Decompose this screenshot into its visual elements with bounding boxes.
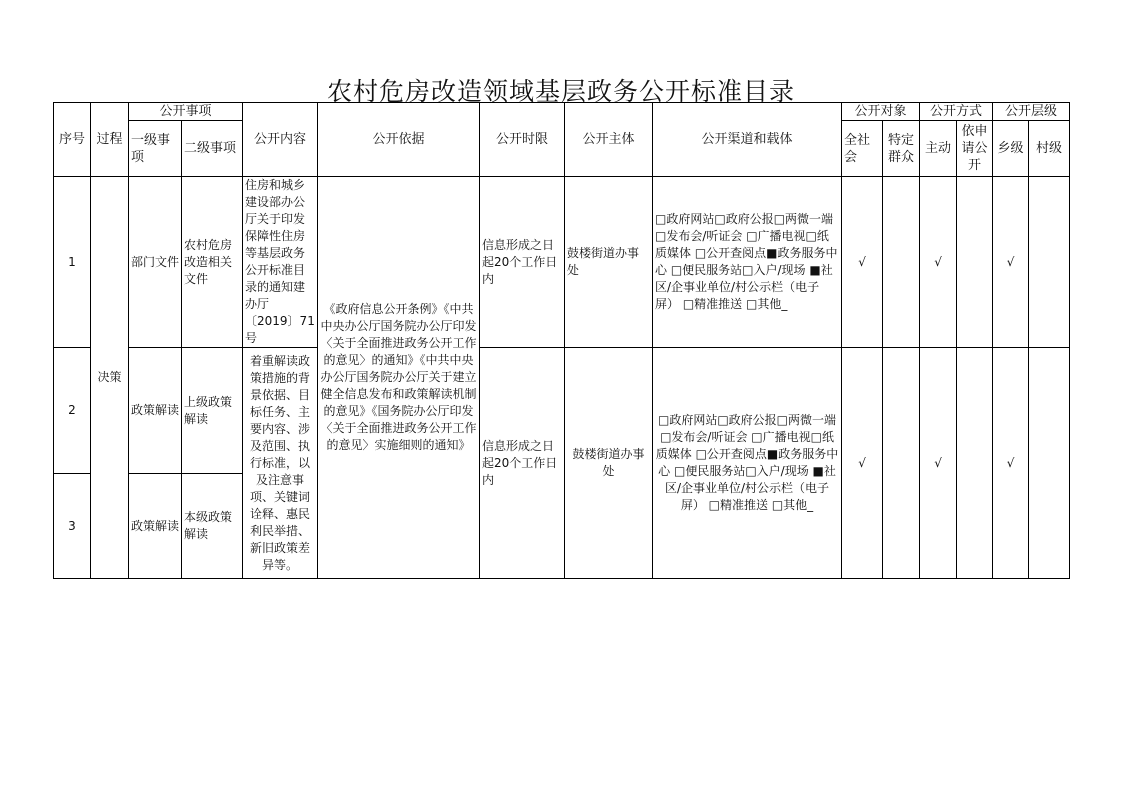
shixian-cell: 信息形成之日起20个工作日内: [480, 348, 565, 579]
neirong-cell: 着重解读政策措施的背景依据、目标任务、主要内容、涉及范围、执行标准，以及注意事项、关键词诠释、惠民利民举措、新旧政策差异等。: [243, 348, 318, 579]
header-cengji: 公开层级: [993, 103, 1070, 121]
table-row: [54, 348, 1070, 474]
catalog-table: [53, 102, 1070, 579]
zhudong-check: √: [920, 177, 957, 348]
page-title: 农村危房改造领域基层政务公开标准目录: [326, 77, 795, 106]
erji-cell: 农村危房改造相关文件: [182, 177, 243, 348]
header-yiji: 一级事项: [129, 121, 182, 177]
header-gongkai-shixiang: 公开事项: [129, 103, 243, 121]
xiangji-check: √: [993, 348, 1029, 579]
header-yishenqing: 依申请公开: [957, 121, 993, 177]
teding-check: [883, 348, 920, 579]
row-no: 2: [54, 348, 91, 474]
yishenqing-check: [957, 177, 993, 348]
table-row: [54, 177, 1070, 348]
header-fangshi: 公开方式: [920, 103, 993, 121]
header-shixian: 公开时限: [480, 103, 565, 177]
shixian-cell: 信息形成之日起20个工作日内: [480, 177, 565, 348]
zhuti-cell: 鼓楼街道办事处: [565, 348, 653, 579]
neirong-cell: 住房和城乡建设部办公厅关于印发保障性住房等基层政务公开标准目录的通知建办厅〔2019〕71号: [243, 177, 318, 348]
header-qudao: 公开渠道和载体: [653, 103, 842, 177]
erji-cell: 本级政策解读: [182, 474, 243, 579]
header-neirong: 公开内容: [243, 103, 318, 177]
header-yiju: 公开依据: [318, 103, 480, 177]
zhudong-check: √: [920, 348, 957, 579]
yiju-cell: 《政府信息公开条例》《中共中央办公厅国务院办公厅印发〈关于全面推进政务公开工作的意见〉的通知》《中共中央办公厅国务院办公厅关于建立健全信息发布和政策解读机制的意见》《国务院办公厅印发〈关于全面推进政务公开工作的意见〉实施细则的通知》: [318, 177, 480, 579]
yiji-cell: 部门文件: [129, 177, 182, 348]
xiangji-check: √: [993, 177, 1029, 348]
qudao-cell: □政府网站□政府公报□两微一端 □发布会/听证会 □广播电视□纸质媒体 □公开查阅点■政务服务中心 □便民服务站□入户/现场 ■社区/企事业单位/村公示栏（电子屏） □精准推送 □其他_: [653, 177, 842, 348]
cunji-check: [1029, 348, 1070, 579]
header-xuhao: 序号: [54, 103, 91, 177]
header-duixiang: 公开对象: [842, 103, 920, 121]
header-guocheng: 过程: [91, 103, 129, 177]
zhuti-cell: 鼓楼街道办事处: [565, 177, 653, 348]
yishenqing-check: [957, 348, 993, 579]
erji-cell: 上级政策解读: [182, 348, 243, 474]
header-quanshehui: 全社会: [842, 121, 883, 177]
guocheng-cell: 决策: [91, 177, 129, 579]
quanshehui-check: √: [842, 348, 883, 579]
row-no: 1: [54, 177, 91, 348]
header-erji: 二级事项: [182, 121, 243, 177]
row-no: 3: [54, 474, 91, 579]
yiji-cell: 政策解读: [129, 474, 182, 579]
header-row-1: [54, 103, 1070, 121]
teding-check: [883, 177, 920, 348]
quanshehui-check: √: [842, 177, 883, 348]
header-zhudong: 主动: [920, 121, 957, 177]
yiji-cell: 政策解读: [129, 348, 182, 474]
header-xiangji: 乡级: [993, 121, 1029, 177]
cunji-check: [1029, 177, 1070, 348]
header-zhuti: 公开主体: [565, 103, 653, 177]
header-teding: 特定群众: [883, 121, 920, 177]
header-cunji: 村级: [1029, 121, 1070, 177]
qudao-cell: □政府网站□政府公报□两微一端 □发布会/听证会 □广播电视□纸质媒体 □公开查阅点■政务服务中心 □便民服务站□入户/现场 ■社区/企事业单位/村公示栏（电子屏） □精准推送 □其他_: [653, 348, 842, 579]
